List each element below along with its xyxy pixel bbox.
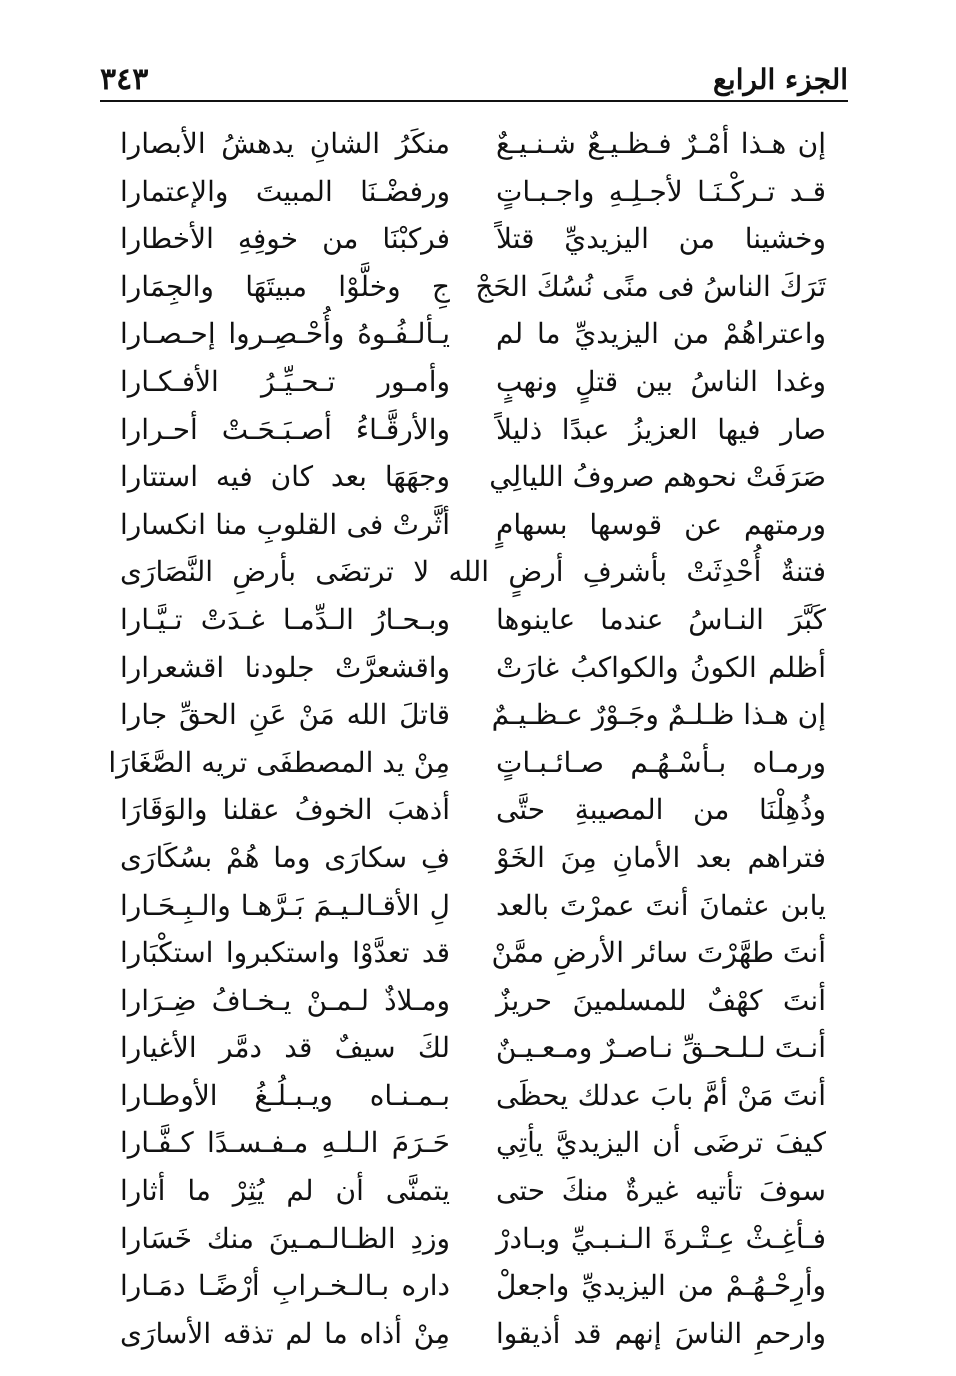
verse-second-hemistich: لكَ سيفٌ قد دمَّر الأغيارا (120, 1031, 450, 1065)
verse-line (120, 215, 826, 263)
verse-second-hemistich: واقشعرَّتْ جلودنا اقشعرارا (120, 650, 450, 684)
verse-second-hemistich: بـمـنـاه ويـبـلُـغُ الأوطـارا (120, 1078, 450, 1112)
verse-first-hemistich: أظلم الكونُ والكواكبُ غارَتْ (496, 650, 826, 684)
verse-first-hemistich: وخشينا من اليزيديِّ قتلاً (496, 222, 826, 256)
verse-first-hemistich: وارحمِ الناسَ إنهم قد أذيقوا (496, 1316, 826, 1350)
page-header (100, 60, 848, 100)
verse-second-hemistich: ورفضْـنَا المبيتَ والإعتمارا (120, 174, 450, 208)
verse-first-hemistich: صَرَفَتْ نحوهم صروفُ الليالِي (489, 460, 826, 494)
verse-first-hemistich: كيفَ ترضَى أن اليزيديَّ يأتِي (496, 1126, 826, 1160)
verse-line (120, 1024, 826, 1072)
verse-line (120, 120, 826, 168)
verse-second-hemistich: أذهبَ الخوفُ عقلنا والوَقَارَا (120, 793, 450, 827)
verse-line (120, 168, 826, 216)
verse-first-hemistich: قـد تـركْـنَـا لأجـلِـهِ واجـبـاتٍ (496, 174, 826, 208)
verse-line (120, 1215, 826, 1263)
verse-second-hemistich: مِنْ أذاه ما لم تذقه الأسارَى (120, 1316, 450, 1350)
verse-first-hemistich: أنتَ مَنْ أمَّ بابَ عدلك يحظَى (496, 1078, 826, 1112)
verse-line (120, 1262, 826, 1310)
verse-line (120, 501, 826, 549)
verse-first-hemistich: وغدا الناسُ بين قتلٍ ونهبٍ (496, 364, 826, 398)
verse-first-hemistich: كَبَّرَ النـاسُ عندما عاينوها (496, 602, 826, 636)
verse-line (120, 929, 826, 977)
verse-full-line: فتنةٌ أُحْدِثَتْ بأشرفِ أرضٍ الله لا ترتضَى بأرضِ النَّصَارَى (120, 555, 826, 589)
verse-line (120, 453, 826, 501)
verse-second-hemistich: حَـرَمَ الـلـهِ مـفـسـدًا كـفَّـارا (120, 1126, 450, 1160)
verse-line (120, 310, 826, 358)
verse-first-hemistich: أنتَ طهَّرْتَ سائر الأرضِ ممَّنْ (491, 936, 826, 970)
verse-second-hemistich: وزدِ الظـالـمـينَ منك خَسَارا (120, 1221, 450, 1255)
verse-second-hemistich: أثَّرتْ فى القلوبِ منا انكسارا (120, 507, 450, 541)
verse-first-hemistich: إن هـذا ظـلـمٌ وجَـوْرٌ عـظـيـمٌ (491, 698, 826, 732)
verse-second-hemistich: وأمـور تـحـيِّـرُ الأفـكـارا (120, 364, 450, 398)
verse-line (120, 406, 826, 454)
verse-line (120, 1310, 826, 1358)
verse-line (120, 834, 826, 882)
verse-line (120, 977, 826, 1025)
verse-first-hemistich: واعتراهُمْ من اليزيديِّ ما لم (496, 317, 826, 351)
part-title: الجزء الرابع (713, 63, 848, 96)
verse-line (120, 1167, 826, 1215)
verse-first-hemistich: تَرَكَ الناسُ فى منًى نُسُكَ الحَجْ (475, 269, 826, 303)
verse-second-hemistich: وجهَهَا بعد كان فيه استتارا (120, 460, 450, 494)
verse-second-hemistich: قاتلَ الله مَنْ عَنِ الحقِّ جارا (120, 698, 450, 732)
verse-line (120, 882, 826, 930)
verse-second-hemistich: لِ الأقـالـيـمَ بَـرَّهـا والـبِـحَـارا (120, 888, 450, 922)
verse-line (120, 596, 826, 644)
verse-first-hemistich: سوفَ تأتيه غيرةٌ منكَ حتى (496, 1174, 826, 1208)
verse-first-hemistich: صار فيها العزيزُ عبدًا ذليلاً (496, 412, 826, 446)
verse-first-hemistich: فـأغِـثْ عِـتْـرةَ الـنـبـيِّ وبـادرْ (496, 1221, 826, 1255)
verse-second-hemistich: مِنْ يد المصطفَى تريه الصَّغَارَا (108, 745, 450, 779)
verse-second-hemistich: داره بـالـخـرابِ أرْضًـا دمَـارا (120, 1269, 450, 1303)
verse-line (120, 358, 826, 406)
verse-second-hemistich: يتمنَّى أن لم يُثِرْ ما أثارا (120, 1174, 450, 1208)
page-number: ٣٤٣ (100, 62, 149, 97)
verse-second-hemistich: جِ وخلَّوْا مبيتَهَا والجِمَارا (120, 269, 450, 303)
verse-first-hemistich: ورمـاه بـأسْـهُـم صـائـبـاتٍ (496, 745, 826, 779)
verse-line (120, 1119, 826, 1167)
verse-first-hemistich: إن هـذا أمْـرٌ فـظـيـعٌ شـنـيـعٌ (496, 127, 826, 160)
verse-second-hemistich: ومـلاذٌ لـمـنْ يـخـافُ ضِـرَارا (120, 983, 450, 1017)
verse-line (120, 691, 826, 739)
verse-first-hemistich: ورمتهم عن قوسها بسهامٍ (496, 507, 826, 541)
verse-line (120, 1072, 826, 1120)
verse-first-hemistich: وأرِحْـهُـمْ من اليزيديِّ واجعلْ (496, 1269, 826, 1303)
verse-first-hemistich: فتراهم بعد الأمانِ مِنَ الخَوْ (496, 840, 826, 874)
verse-second-hemistich: والأرقَّـاءُ أصـبَـحَـتْ أحـرارا (120, 412, 450, 446)
verse-first-hemistich: أنـتَ لـلـحـقِّ نـاصـرٌ ومـعـيـنٌ (495, 1031, 826, 1065)
verse-second-hemistich: قد تعدَّوْا واستكبروا استكْبَارا (120, 936, 450, 970)
verse-second-hemistich: وبـحـارُ الـدِّمـا غـدَتْ تـيَّـارا (120, 602, 450, 636)
header-rule (100, 100, 848, 102)
verse-second-hemistich: يـألـفُـوهُ وأُحْـصِـروا إحـصـارا (120, 317, 450, 351)
verse-first-hemistich: أنتَ كهْفٌ للمسلمينَ حريزٌ (496, 983, 826, 1017)
verse-line (120, 786, 826, 834)
verse-first-hemistich: يابن عثمانَ أنتَ عمرْتَ بالعد (496, 888, 826, 922)
verse-first-hemistich: وذُهِلْنَا من المصيبةِ حتَّى (496, 793, 826, 827)
verse-line (120, 548, 826, 596)
verse-second-hemistich: فِ سكارَى وما هُمْ بسُكَارَى (120, 840, 450, 874)
verse-line (120, 644, 826, 692)
verse-second-hemistich: منكَرُ الشانِ يدهشُ الأبصارا (120, 127, 450, 160)
verse-line (108, 739, 826, 787)
poem (108, 120, 826, 1357)
verse-line (120, 263, 826, 311)
verse-second-hemistich: فركبْنَا من خوفِهِ الأخطارا (120, 222, 450, 256)
